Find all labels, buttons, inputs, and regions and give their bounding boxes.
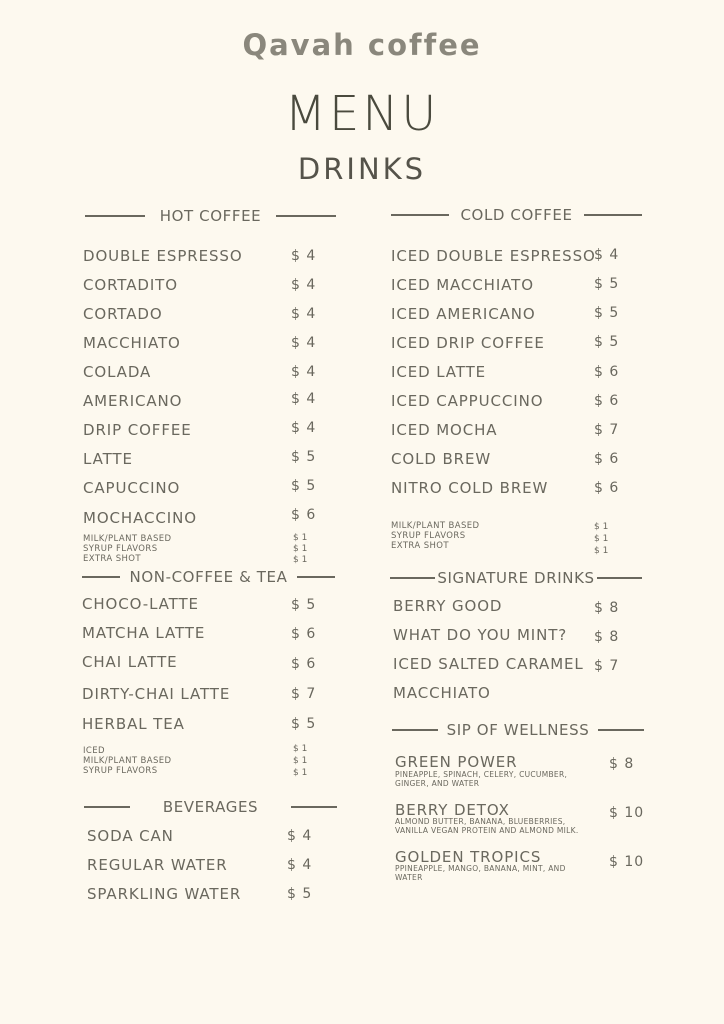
addon-price: $ 1 — [293, 756, 308, 766]
menu-item-name: NITRO COLD BREW — [391, 479, 549, 497]
menu-item-name: SODA CAN — [87, 827, 174, 845]
addon-name: MILK/PLANT BASED — [83, 756, 172, 766]
menu-item-price: $ 4 — [291, 335, 317, 351]
hot-coffee-heading — [85, 207, 336, 225]
addon-price: $ 1 — [293, 555, 308, 565]
divider — [391, 214, 449, 216]
divider — [291, 806, 337, 808]
menu-item-name: SPARKLING WATER — [87, 885, 242, 903]
divider — [82, 576, 120, 578]
menu-item-price: $ 7 — [594, 422, 620, 438]
divider — [297, 576, 335, 578]
divider — [84, 806, 130, 808]
menu-item-price: $ 6 — [291, 656, 317, 672]
divider — [276, 215, 336, 217]
addon-price: $ 1 — [293, 744, 308, 754]
divider — [392, 729, 438, 731]
menu-item-name: ICED MACCHIATO — [391, 276, 534, 294]
menu-item-name: CHAI LATTE — [82, 653, 178, 671]
addon-name: SYRUP FLAVORS — [83, 544, 158, 554]
brand-name: Qavah coffee — [242, 28, 482, 62]
addon-price: $ 1 — [293, 544, 308, 554]
menu-item-name: CORTADITO — [83, 276, 178, 294]
section-title: SIGNATURE DRINKS — [437, 569, 595, 587]
menu-item-price: $ 4 — [594, 247, 620, 263]
menu-item-price: $ 5 — [594, 276, 620, 292]
menu-item-price: $ 5 — [291, 716, 317, 732]
addon-name: EXTRA SHOT — [391, 541, 449, 551]
addon-price: $ 1 — [293, 768, 308, 778]
divider — [597, 577, 642, 579]
menu-item-name: DIRTY-CHAI LATTE — [82, 685, 231, 703]
menu-item-name: GREEN POWER — [395, 753, 518, 771]
menu-item-name: REGULAR WATER — [87, 856, 228, 874]
divider — [85, 215, 145, 217]
addon-name: SYRUP FLAVORS — [83, 766, 158, 776]
wellness-heading — [392, 721, 644, 739]
menu-item-price: $ 4 — [291, 420, 317, 436]
addon-name: MILK/PLANT BASED — [83, 534, 172, 544]
menu-item-price: $ 5 — [594, 334, 620, 350]
menu-item-name: MOCHACCINO — [83, 509, 197, 527]
menu-item-price: $ 4 — [291, 277, 317, 293]
menu-item-name: ICED CAPPUCCINO — [391, 392, 544, 410]
menu-item-name: ICED MOCHA — [391, 421, 498, 439]
addon-price: $ 1 — [594, 522, 609, 532]
menu-item-price: $ 4 — [291, 248, 317, 264]
menu-item-price: $ 4 — [291, 306, 317, 322]
menu-item-price: $ 6 — [594, 451, 620, 467]
menu-item-name: AMERICANO — [83, 392, 183, 410]
menu-item-price: $ 6 — [594, 393, 620, 409]
menu-item-name: CAPUCCINO — [83, 479, 181, 497]
menu-item-name: ICED SALTED CARAMEL — [393, 655, 584, 673]
menu-item-price: $ 5 — [291, 478, 317, 494]
addon-price: $ 1 — [293, 533, 308, 543]
menu-item-price: $ 6 — [594, 480, 620, 496]
cold-coffee-heading — [391, 206, 642, 224]
section-title: COLD COFFEE — [460, 206, 573, 224]
divider — [598, 729, 644, 731]
menu-item-name: ICED AMERICANO — [391, 305, 536, 323]
menu-item-price: $ 8 — [594, 600, 620, 616]
menu-item-name: ICED DRIP COFFEE — [391, 334, 545, 352]
menu-item-name: ICED DOUBLE ESPRESSO — [391, 247, 596, 265]
menu-item-price: $ 7 — [291, 686, 317, 702]
menu-item-price: $ 4 — [291, 391, 317, 407]
addon-name: SYRUP FLAVORS — [391, 531, 466, 541]
menu-item-name: DOUBLE ESPRESSO — [83, 247, 243, 265]
menu-item-price: $ 6 — [291, 626, 317, 642]
menu-item-price: $ 7 — [594, 658, 620, 674]
menu-item-name: HERBAL TEA — [82, 715, 185, 733]
menu-subtitle: DRINKS — [297, 152, 427, 186]
menu-item-description: PINEAPPLE, SPINACH, CELERY, CUCUMBER, GINGER, AND WATER — [395, 770, 568, 788]
menu-item-name: BERRY GOOD — [393, 597, 503, 615]
beverages-heading — [84, 798, 337, 816]
divider — [390, 577, 435, 579]
section-title: BEVERAGES — [162, 798, 259, 816]
menu-item-price: $ 10 — [609, 854, 645, 870]
menu-item-price: $ 5 — [291, 449, 317, 465]
menu-item-price: $ 4 — [287, 857, 313, 873]
section-title: HOT COFFEE — [159, 207, 262, 225]
menu-item-price: $ 8 — [594, 629, 620, 645]
menu-item-price: $ 5 — [287, 886, 313, 902]
menu-item-name: CORTADO — [83, 305, 163, 323]
section-title: NON-COFFEE & TEA — [129, 568, 288, 586]
menu-item-name: ICED LATTE — [391, 363, 487, 381]
menu-item-price: $ 6 — [594, 364, 620, 380]
menu-item-name: LATTE — [83, 450, 133, 468]
menu-item-name: GOLDEN TROPICS — [395, 848, 542, 866]
menu-title: MENU — [284, 86, 440, 142]
menu-item-name: MACCHIATO — [393, 684, 491, 702]
non-coffee-heading — [82, 568, 335, 586]
addon-price: $ 1 — [594, 534, 609, 544]
menu-item-name: COLADA — [83, 363, 152, 381]
menu-item-description: ALMOND BUTTER, BANANA, BLUEBERRIES, VANILLA VEGAN PROTEIN AND ALMOND MILK. — [395, 817, 579, 835]
addon-name: MILK/PLANT BASED — [391, 521, 480, 531]
addon-name: ICED — [83, 746, 105, 756]
section-title: SIP OF WELLNESS — [446, 721, 590, 739]
addon-price: $ 1 — [594, 546, 609, 556]
menu-item-name: COLD BREW — [391, 450, 492, 468]
signature-heading — [390, 569, 642, 587]
addon-name: EXTRA SHOT — [83, 554, 141, 564]
menu-item-name: MATCHA LATTE — [82, 624, 206, 642]
menu-item-price: $ 4 — [287, 828, 313, 844]
divider — [584, 214, 642, 216]
menu-item-price: $ 4 — [291, 364, 317, 380]
menu-item-price: $ 6 — [291, 507, 317, 523]
menu-item-name: CHOCO-LATTE — [82, 595, 199, 613]
menu-item-name: MACCHIATO — [83, 334, 181, 352]
menu-item-price: $ 5 — [291, 597, 317, 613]
menu-item-price: $ 8 — [609, 756, 635, 772]
menu-item-name: BERRY DETOX — [395, 801, 510, 819]
menu-item-name: DRIP COFFEE — [83, 421, 192, 439]
menu-item-name: WHAT DO YOU MINT? — [393, 626, 568, 644]
menu-item-price: $ 10 — [609, 805, 645, 821]
menu-item-price: $ 5 — [594, 305, 620, 321]
menu-item-description: PPINEAPPLE, MANGO, BANANA, MINT, AND WATER — [395, 864, 566, 882]
